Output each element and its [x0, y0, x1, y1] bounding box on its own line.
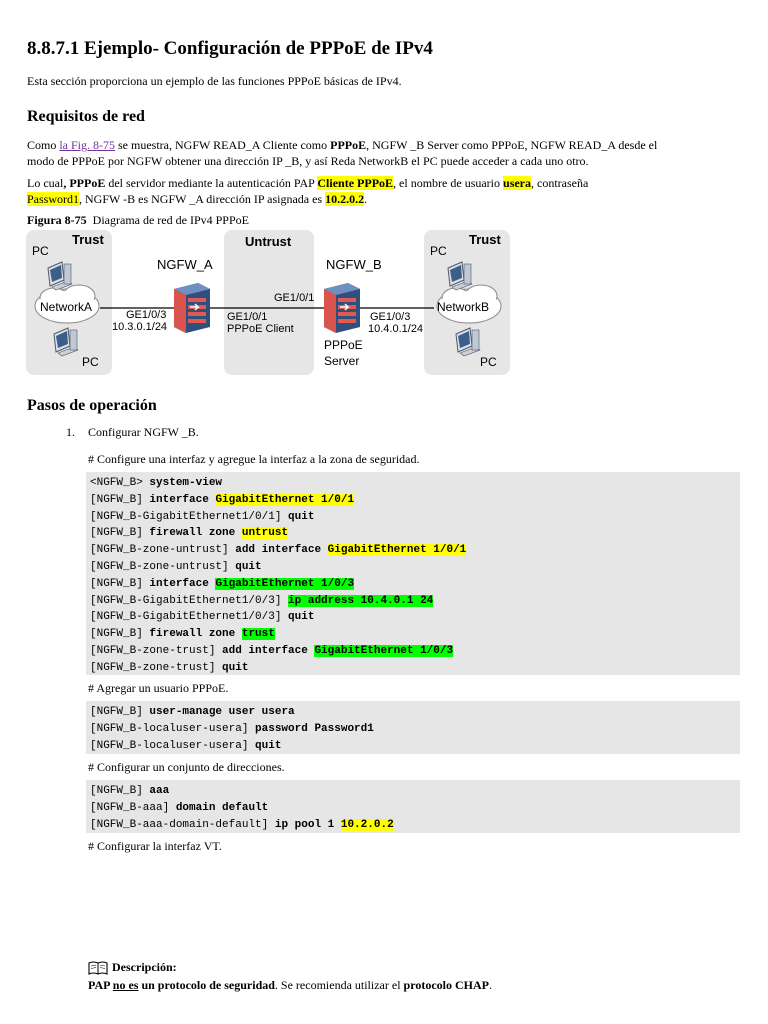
section-heading-requisitos: Requisitos de red: [27, 108, 145, 125]
code-command: quit: [235, 560, 262, 573]
code-line: [90, 542, 740, 559]
book-icon: [88, 961, 108, 975]
code-prompt: [NGFW_B]: [90, 493, 150, 506]
code-block-pool: [86, 780, 740, 833]
code-prompt: [NGFW_B]: [90, 706, 150, 718]
code-command: aaa: [149, 785, 170, 797]
code-comment: # Agregar un usuario PPPoE.: [88, 681, 229, 695]
role-label: PPPoE: [324, 338, 363, 352]
desc-text: . Se recomienda utilizar el: [274, 978, 404, 992]
code-prompt: [NGFW_B-GigabitEthernet1/0/1]: [90, 510, 289, 523]
pc-label: PC: [480, 355, 497, 369]
code-line: [90, 576, 740, 593]
p2-bold: , PPPoE: [63, 176, 106, 190]
code-line: [90, 704, 740, 721]
code-line: [90, 721, 740, 738]
requisitos-paragraph-1: [27, 137, 742, 169]
network-diagram: [24, 228, 514, 378]
p2-highlight: Password1: [27, 192, 80, 206]
code-prompt: <NGFW_B>: [90, 477, 150, 489]
intro-text: Esta sección proporciona un ejemplo de las funciones PPPoE básicas de IPv4.: [27, 74, 402, 88]
zone-label-trust-left: Trust: [72, 232, 104, 247]
p2-text: , contraseña: [531, 176, 589, 190]
code-command: system-view: [149, 477, 223, 489]
code-prompt: [NGFW_B-zone-untrust]: [90, 544, 236, 557]
page-title: 8.8.7.1 Ejemplo- Configuración de PPPoE de IPv4: [27, 38, 433, 59]
code-prompt: [NGFW_B-zone-trust]: [90, 644, 223, 657]
description-text: [88, 978, 492, 993]
code-prompt: [NGFW_B-aaa]: [90, 801, 176, 814]
code-command: password Password1: [255, 722, 374, 735]
code-command: quit: [288, 611, 315, 624]
code-command: ip pool 1: [274, 818, 341, 831]
code-line: [90, 643, 740, 660]
code-prompt: [NGFW_B-aaa-domain-default]: [90, 818, 275, 831]
code-line: [90, 492, 740, 509]
requisitos-paragraph-2: [27, 175, 742, 207]
code-highlight: GigabitEthernet 1/0/1: [215, 493, 355, 506]
code-highlight: GigabitEthernet 1/0/1: [327, 544, 467, 557]
network-a-label: NetworkA: [40, 300, 93, 314]
code-command: interface: [149, 493, 216, 506]
step-text: Configurar NGFW _B.: [88, 425, 199, 439]
desc-bold: PAP: [88, 978, 113, 992]
firewall-icon: [324, 283, 360, 333]
device-label-ngfw-b: NGFW_B: [326, 257, 382, 272]
p2-text: Lo cual: [27, 176, 64, 190]
interface-label: GE1/0/3: [126, 309, 167, 321]
code-line: [90, 559, 740, 576]
code-command: domain default: [175, 801, 269, 814]
code-line: [90, 626, 740, 643]
network-b-label: NetworkB: [437, 300, 490, 314]
code-line: [90, 525, 740, 542]
code-prompt: [NGFW_B-GigabitEthernet1/0/3]: [90, 594, 289, 607]
role-label: Server: [324, 354, 360, 368]
p2-text: , NGFW -B es NGFW _A dirección IP asignada es: [79, 192, 326, 206]
p1-bold: PPPoE: [330, 138, 367, 152]
desc-underline: no es: [112, 978, 139, 992]
code-block-interfaces: [86, 472, 740, 675]
code-command: firewall zone: [149, 527, 242, 540]
pc-label: PC: [82, 355, 99, 369]
zone-label-untrust: Untrust: [245, 234, 292, 249]
code-highlight: ip address 10.4.0.1 24: [288, 594, 434, 607]
code-prompt: [NGFW_B-zone-untrust]: [90, 560, 236, 573]
code-highlight: GigabitEthernet 1/0/3: [215, 577, 355, 590]
p2-text: del servidor mediante la autenticación PAP: [105, 176, 318, 190]
code-line: [90, 593, 740, 610]
code-prompt: [NGFW_B-localuser-usera]: [90, 722, 256, 735]
figure-label: Figura 8-75: [27, 213, 87, 227]
code-line: [90, 738, 740, 755]
p1-text: , NGFW _B Server como PPPoE, NGFW READ_A desde el: [366, 138, 658, 152]
code-prompt: [NGFW_B]: [90, 785, 150, 797]
p1-text: modo de PPPoE por NGFW obtener una dirección IP _B, y así Reda NetworkB el PC puede acceder a cada uno otro.: [27, 154, 589, 168]
code-line: [90, 609, 740, 626]
p2-highlight: Cliente PPPoE: [317, 176, 394, 190]
role-label: PPPoE Client: [227, 323, 294, 335]
code-prompt: [NGFW_B]: [90, 577, 150, 590]
interface-label: GE1/0/1: [227, 311, 268, 323]
ip-label: 10.3.0.1/24: [112, 321, 168, 333]
code-line: [90, 660, 740, 677]
figure-caption: [27, 213, 249, 228]
interface-label: GE1/0/3: [370, 311, 411, 323]
p2-highlight: 10.2.0.2: [325, 192, 365, 206]
code-highlight: untrust: [241, 527, 289, 540]
code-prompt: [NGFW_B-GigabitEthernet1/0/3]: [90, 611, 289, 624]
code-prompt: [NGFW_B-zone-trust]: [90, 661, 223, 674]
code-command: add interface: [222, 644, 315, 657]
code-comment: # Configurar un conjunto de direcciones.: [88, 760, 285, 774]
code-command: quit: [255, 739, 282, 752]
desc-bold: un protocolo de seguridad: [138, 978, 275, 992]
ip-label: 10.4.0.1/24: [368, 323, 424, 335]
code-command: user-manage user usera: [149, 706, 295, 718]
description-title: Descripción:: [112, 960, 177, 974]
code-prompt: [NGFW_B]: [90, 527, 150, 540]
step-number: 1.: [66, 425, 75, 439]
code-command: quit: [288, 510, 315, 523]
pc-label: PC: [430, 244, 447, 258]
code-comment: # Configurar la interfaz VT.: [88, 839, 222, 853]
p1-text: se muestra, NGFW READ_A Cliente como: [115, 138, 331, 152]
p2-text: , el nombre de usuario: [393, 176, 504, 190]
code-line: [90, 817, 740, 834]
code-command: quit: [222, 661, 249, 674]
code-prompt: [NGFW_B-localuser-usera]: [90, 739, 256, 752]
interface-label: GE1/0/1: [274, 292, 315, 304]
step-item: [66, 425, 199, 440]
section-heading-pasos: Pasos de operación: [27, 397, 157, 414]
code-line: [90, 800, 740, 817]
code-block-user: [86, 701, 740, 754]
figure-link[interactable]: la Fig. 8-75: [59, 138, 116, 152]
p2-text: .: [364, 192, 368, 206]
code-line: [90, 509, 740, 526]
p2-highlight: usera: [503, 176, 532, 190]
figure-caption-text: Diagrama de red de IPv4 PPPoE: [92, 213, 249, 227]
zone-label-trust-right: Trust: [469, 232, 501, 247]
desc-bold: protocolo CHAP: [403, 978, 489, 992]
code-line: [90, 783, 740, 800]
code-prompt: [NGFW_B]: [90, 628, 150, 641]
code-line: [90, 475, 740, 492]
code-highlight: GigabitEthernet 1/0/3: [314, 644, 454, 657]
description-note: [88, 960, 177, 975]
code-command: add interface: [235, 544, 328, 557]
code-command: firewall zone: [149, 628, 242, 641]
desc-text: .: [488, 978, 492, 992]
firewall-icon: [174, 283, 210, 333]
code-comment: # Configure una interfaz y agregue la interfaz a la zona de seguridad.: [88, 452, 420, 466]
device-label-ngfw-a: NGFW_A: [157, 257, 213, 272]
p1-text: Como: [27, 138, 60, 152]
pc-label: PC: [32, 244, 49, 258]
code-highlight: 10.2.0.2: [340, 818, 394, 831]
code-command: interface: [149, 577, 216, 590]
code-highlight: trust: [241, 628, 275, 641]
